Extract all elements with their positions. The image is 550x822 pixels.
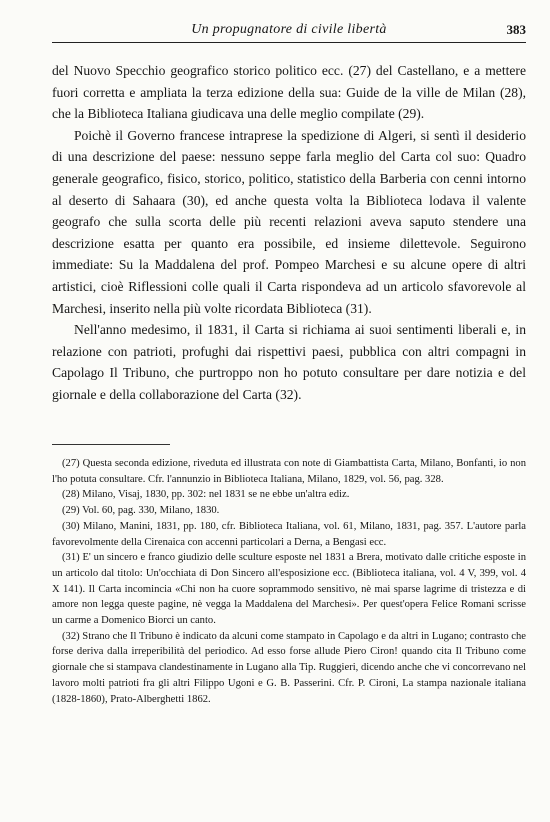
header-rule (52, 42, 526, 43)
footnotes (52, 456, 526, 707)
body-paragraph: Poichè il Governo francese intraprese la spedizione di Algeri, si sentì il desiderio di una descrizione del paese: nessuno seppe farla meglio del Carta col suo: Quadro generale geografico, fisico, storico, politico, statistico della Barberia con cenni intorno al deserto di Sahaara (30), ed anche questa volta la Biblioteca lodava il valente geografo che sulla scorta delle più recenti relazioni aveva saputo stendere una descrizione esatta per quanto era possibile, ed insieme dilettevole. Seguirono immediate: Su la Maddalena del prof. Pompeo Marchesi e su alcune opere di altri artistici, cioè Riflessioni colle quali il Carta rispondeva ad un articolo sfavorevole al Marchesi, inserito nella più volte ricordata Biblioteca (31). (52, 127, 526, 316)
footnote: (28) Milano, Visaj, 1830, pp. 302: nel 1831 se ne ebbe un'altra ediz. (62, 489, 350, 501)
body-paragraph: Nell'anno medesimo, il 1831, il Carta si richiama ai suoi sentimenti liberali e, in relazione con patrioti, profughi dai rispettivi paesi, pubblica con altri compagni in Capolago Il Tribuno, che purtroppo non ho potuto consultare per dare notizia e del giornale e della collaborazione del Carta (32). (52, 322, 526, 402)
footnote: (29) Vol. 60, pag. 330, Milano, 1830. (62, 505, 220, 517)
footnote: (27) Questa seconda edizione, riveduta ed illustrata con note di Giambattista Carta, Milano, Bonfanti, io non l'ho potuta consultare. Cfr. l'annunzio in Biblioteca Italiana, Milano, 1829, vol. 56, pag. 328. (52, 458, 526, 485)
footnote-separator (52, 444, 170, 445)
footnote: (31) E' un sincero e franco giudizio delle sculture esposte nel 1831 a Brera, motivato dalle critiche esposte in un articolo dal titolo: Un'occhiata di Don Sincero all'esposizione ecc. (Biblioteca italiana, vol. 4 V, 399, vol. 4 X 141). Il Carta incomincia «Chi non ha cuore soprammodo sensitivo, nè mai sparse lagrime di tristezza e di amore non legga queste pagine, nè vegga la Maddalena del Marchesi». Per quest'opera Felice Romani scrisse un carme a Domenico Biorci un canto. (52, 552, 526, 627)
footnote: (30) Milano, Manini, 1831, pp. 180, cfr. Biblioteca Italiana, vol. 61, Milano, 1831, pag. 357. L'autore parla favorevolmente della Cirenaica con accenni particolari a Derna, a Bengasi ecc. (52, 520, 526, 548)
main-text (52, 60, 526, 406)
page-header (52, 22, 526, 42)
footnote: (32) Strano che Il Tribuno è indicato da alcuni come stampato in Capolago e da altri in Lugano; contrasto che forse deriva dalla irreperibilità del periodico. Ad esso forse allude Piero Ciron! quando cita Il Tribuno come giornale che si stampava clandestinamente in Lugano alla Tip. Ruggieri, dicendo anche che vi concorrevano nel lavoro molti patrioti fra gli altri Filippo Ugoni e G. B. Passerini. Cfr. P. Cironi, La stampa nazionale italiana (1828-1860), Prato-Alberghetti 1862. (52, 630, 526, 705)
body-paragraph: del Nuovo Specchio geografico storico politico ecc. (27) del Castellano, e a mettere fuori corretta e ampliata la terza edizione della sua: Guide de la ville de Milan (28), che la Biblioteca Italiana giudicava una delle meglio compilate (29). (52, 63, 526, 122)
running-title: Un propugnatore di civile libertà (191, 22, 387, 37)
page-number: 383 (506, 22, 526, 37)
